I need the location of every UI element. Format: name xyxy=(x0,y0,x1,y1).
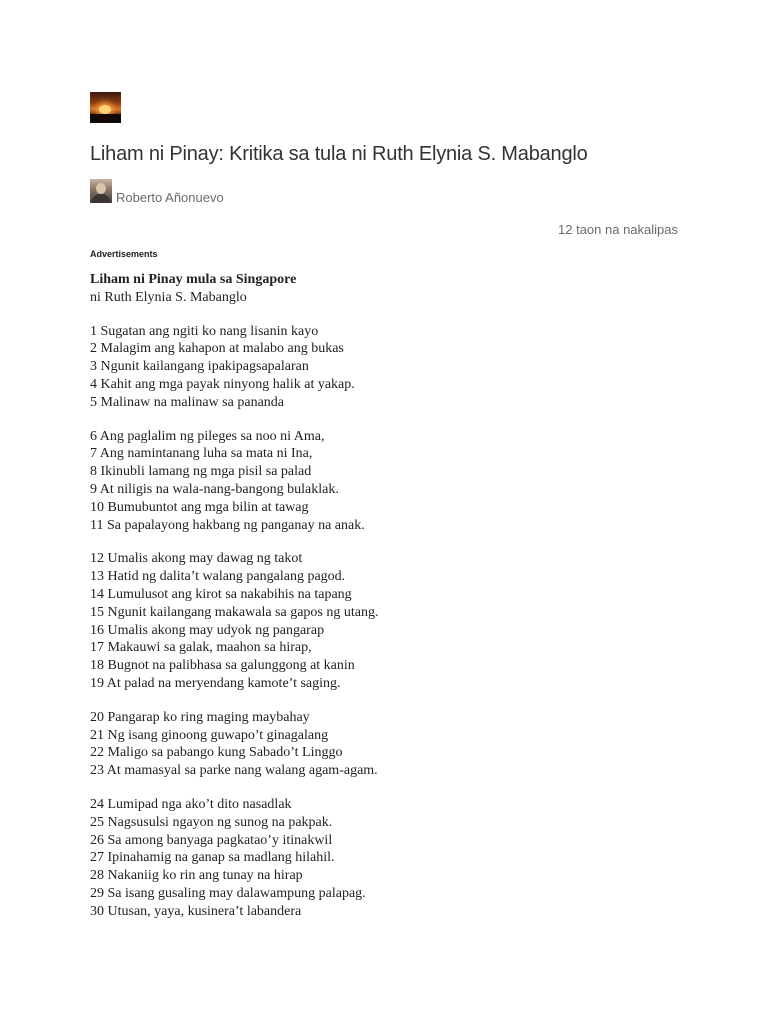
poem-line: 10 Bumubuntot ang mga bilin at tawag xyxy=(90,499,309,515)
poem-line: 27 Ipinahamig na ganap sa madlang hilahil. xyxy=(90,850,335,866)
poem-line: 15 Ngunit kailangang makawala sa gapos ng utang. xyxy=(90,604,379,620)
poem-line: 1 Sugatan ang ngiti ko nang lisanin kayo xyxy=(90,323,319,339)
poem-line: 21 Ng isang ginoong guwapo’t ginagalang xyxy=(90,727,329,743)
poem-stanza xyxy=(90,709,678,780)
sunset-thumbnail-icon[interactable] xyxy=(90,92,121,123)
avatar-face xyxy=(96,183,106,194)
poem-line: 20 Pangarap ko ring maging maybahay xyxy=(90,709,310,725)
avatar-body xyxy=(92,194,110,203)
author-name-link[interactable]: Roberto Añonuevo xyxy=(116,189,224,205)
ground-shape xyxy=(90,114,121,123)
poem-stanza xyxy=(90,796,678,921)
poem-line: 12 Umalis akong may dawag ng takot xyxy=(90,551,303,567)
poem-stanzas xyxy=(90,323,678,921)
advertisements-label: Advertisements xyxy=(90,249,158,259)
poem-line: 5 Malinaw na malinaw sa pananda xyxy=(90,394,284,410)
poem-line: 8 Ikinubli lamang ng mga pisil sa palad xyxy=(90,464,312,480)
poem-stanza xyxy=(90,323,678,412)
poem-title: Liham ni Pinay mula sa Singapore xyxy=(90,272,297,287)
poem-line: 11 Sa papalayong hakbang ng panganay na anak. xyxy=(90,517,365,533)
poem-line: 17 Makauwi sa galak, maahon sa hirap, xyxy=(90,640,312,656)
poem-line: 28 Nakaniig ko rin ang tunay na hirap xyxy=(90,868,303,884)
poem-line: 6 Ang paglalim ng pileges sa noo ni Ama, xyxy=(90,428,325,444)
poem-line: 30 Utusan, yaya, kusinera’t labandera xyxy=(90,903,302,919)
author-avatar-icon[interactable] xyxy=(90,179,112,203)
poem-line: 19 At palad na meryendang kamote’t saging. xyxy=(90,675,341,691)
poem-line: 26 Sa among banyaga pagkatao’y itinakwil xyxy=(90,832,333,848)
poem-line: 18 Bugnot na palibhasa sa galunggong at kanin xyxy=(90,658,355,674)
poem-body xyxy=(90,271,678,921)
poem-line: 24 Lumipad nga ako’t dito nasadlak xyxy=(90,796,292,812)
poem-line: 22 Maligo sa pabango kung Sabado’t Linggo xyxy=(90,745,343,761)
sun-shape xyxy=(99,105,111,114)
publish-time: 12 taon na nakalipas xyxy=(558,222,678,237)
poem-line: 16 Umalis akong may udyok ng pangarap xyxy=(90,622,325,638)
poem-byline: ni Ruth Elynia S. Mabanglo xyxy=(90,289,247,305)
poem-line: 2 Malagim ang kahapon at malabo ang bukas xyxy=(90,341,344,357)
poem-line: 23 At mamasyal sa parke nang walang agam-agam. xyxy=(90,763,378,779)
page-title: Liham ni Pinay: Kritika sa tula ni Ruth Elynia S. Mabanglo xyxy=(90,143,588,165)
poem-line: 7 Ang namintanang luha sa mata ni Ina, xyxy=(90,446,313,462)
poem-line: 29 Sa isang gusaling may dalawampung palapag. xyxy=(90,885,366,901)
poem-line: 9 At niligis na wala-nang-bangong bulaklak. xyxy=(90,481,339,497)
poem-line: 13 Hatid ng dalita’t walang pangalang pagod. xyxy=(90,569,346,585)
author-row[interactable] xyxy=(90,179,224,203)
poem-line: 14 Lumulusot ang kirot sa nakabihis na tapang xyxy=(90,586,352,602)
poem-stanza xyxy=(90,550,678,692)
poem-line: 4 Kahit ang mga payak ninyong halik at yakap. xyxy=(90,376,355,392)
poem-line: 3 Ngunit kailangang ipakipagsapalaran xyxy=(90,359,309,375)
poem-line: 25 Nagsusulsi ngayon ng sunog na pakpak. xyxy=(90,814,333,830)
poem-stanza xyxy=(90,428,678,535)
